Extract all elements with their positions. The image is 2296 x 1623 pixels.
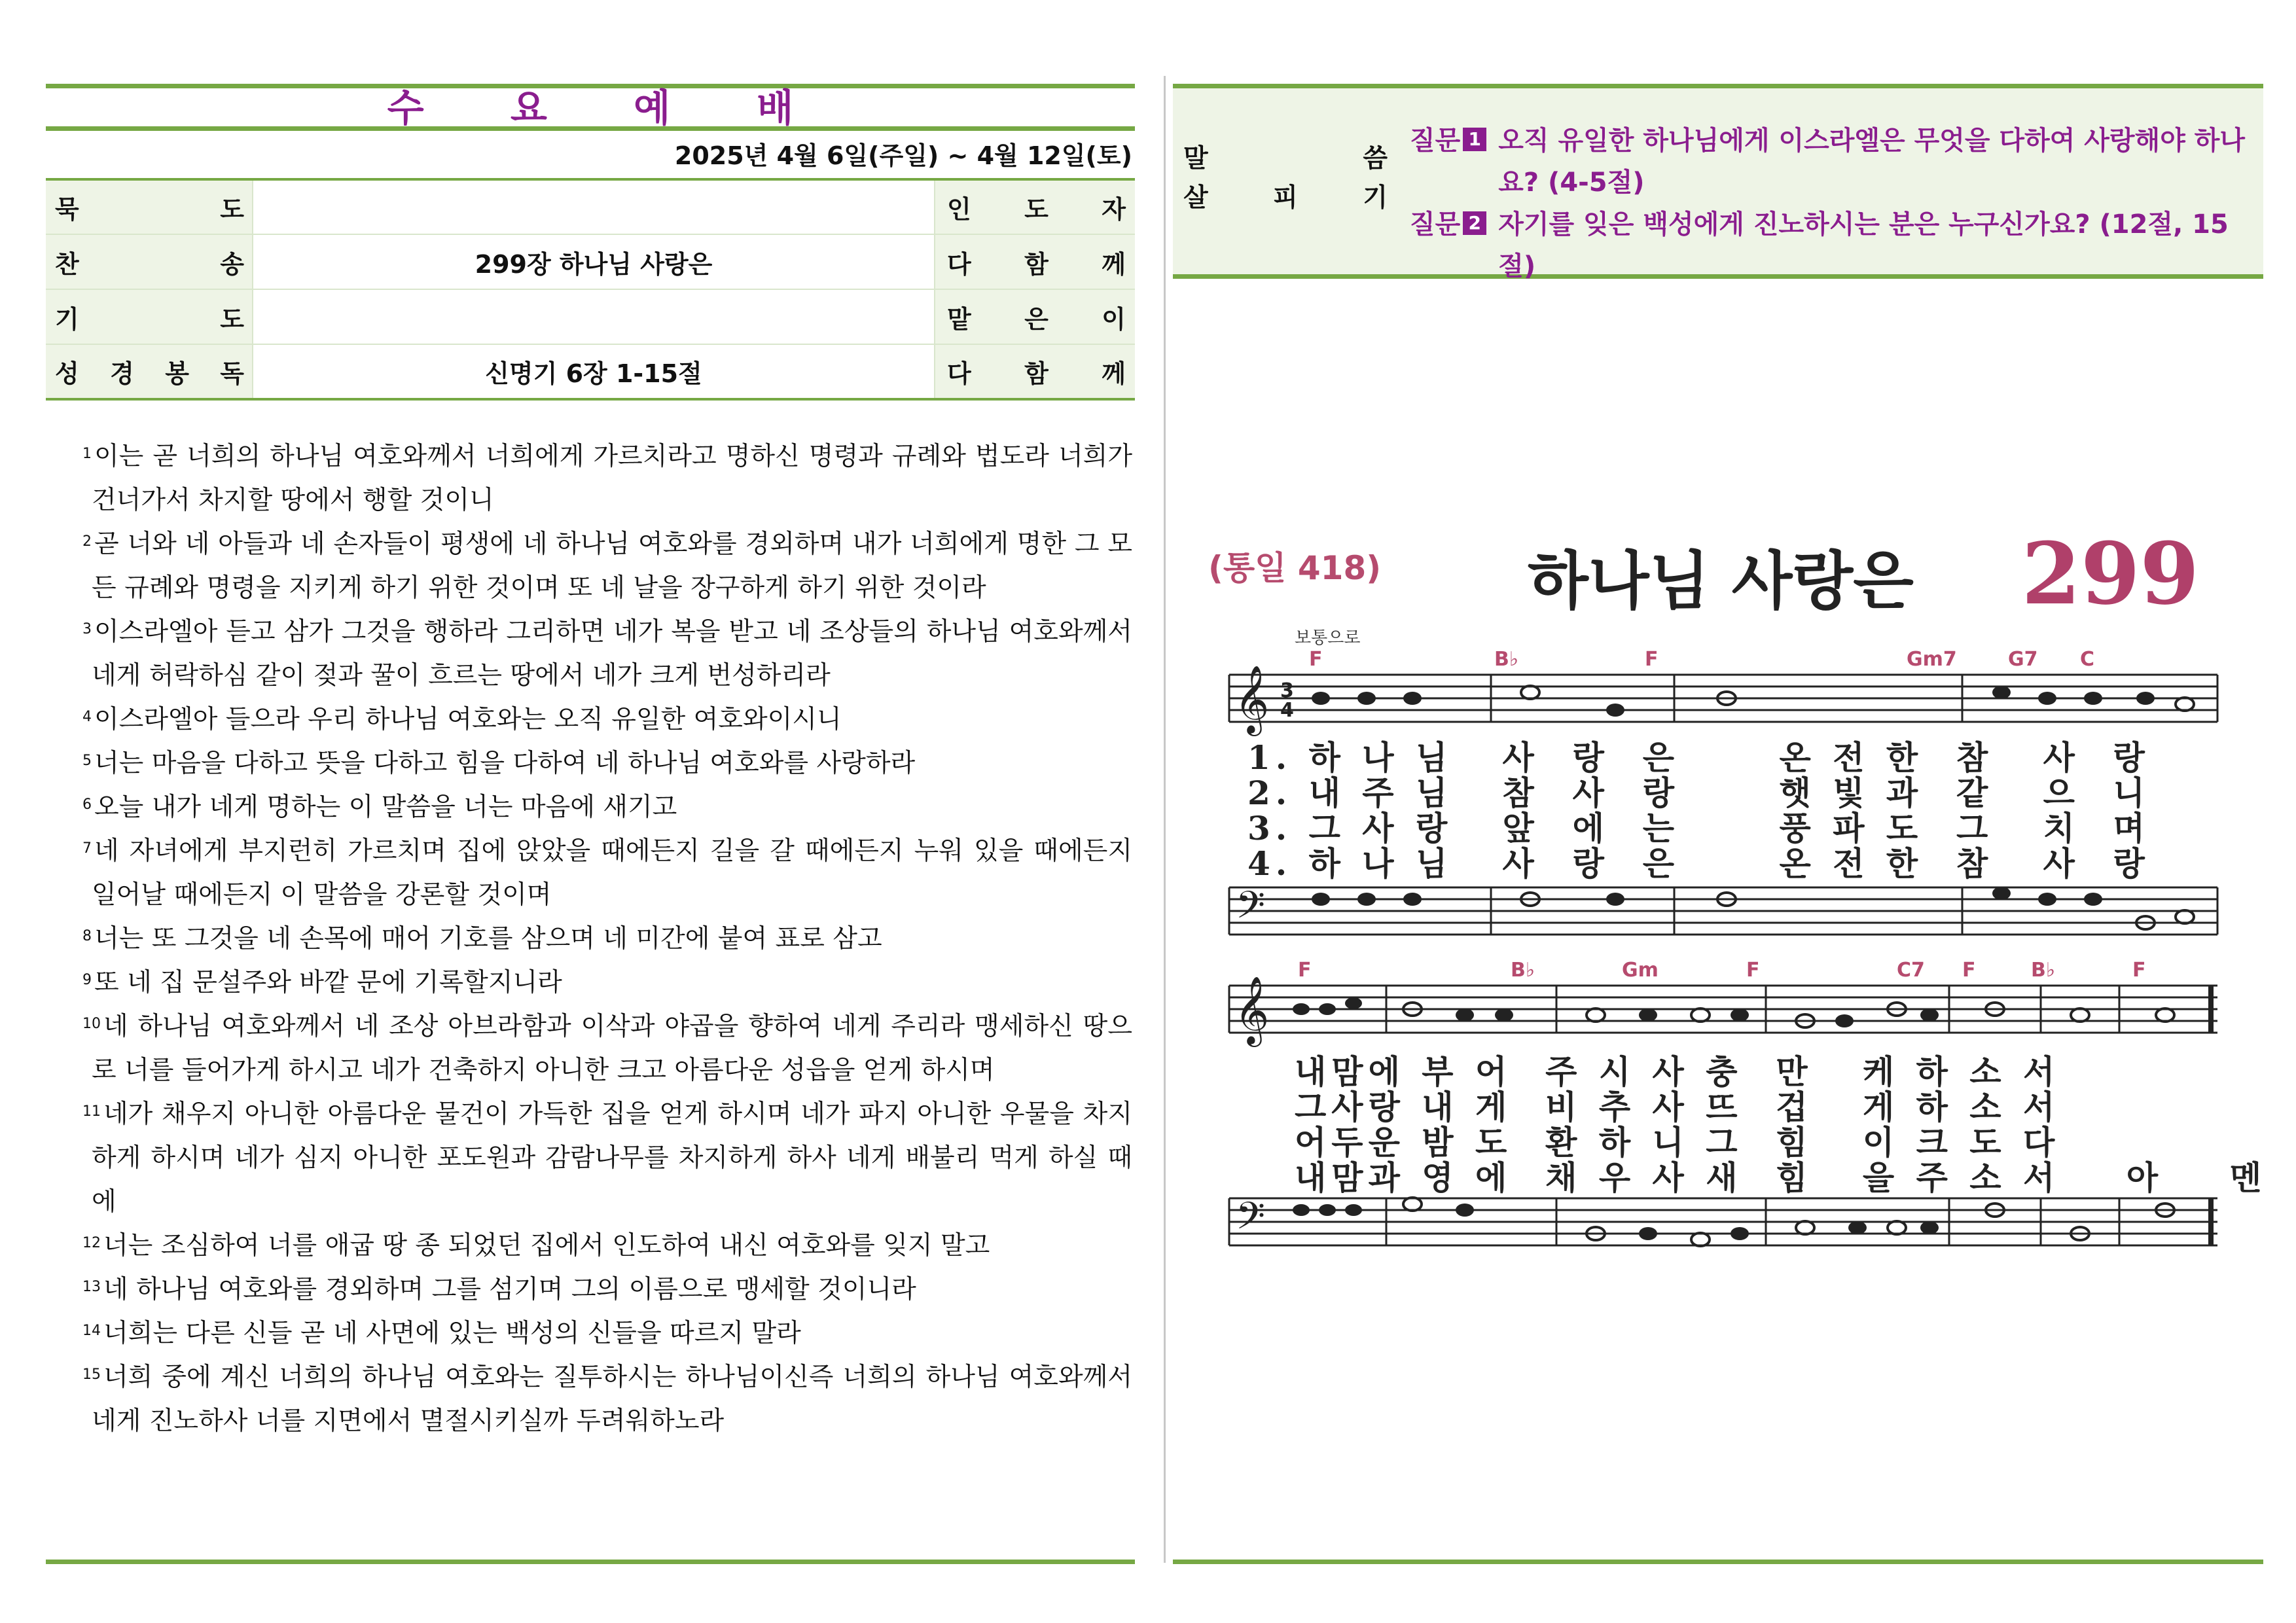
order-role-text-char: 함 [1024, 249, 1049, 279]
order-label-text [55, 189, 244, 225]
svg-text:4: 4 [1280, 699, 1294, 722]
bass-staff-1 [1203, 877, 2238, 949]
bass-staff-2 [1203, 1188, 2238, 1260]
verse-number: 8 [82, 928, 92, 944]
date-range: 2025년 4월 6일(주일) ~ 4월 12일(토) [674, 141, 1132, 170]
scripture-text [46, 435, 1135, 1443]
verse [82, 522, 1132, 610]
question-tag: 질문 1 [1410, 120, 1486, 204]
chord-label: C [2080, 648, 2095, 671]
chord-label: G7 [2008, 648, 2038, 671]
verse-number: 13 [82, 1279, 101, 1295]
verse [82, 435, 1132, 522]
chord-label: B♭ [1494, 648, 1519, 671]
page-title: 수 요 예 배 [387, 86, 831, 130]
order-content [253, 179, 935, 234]
order-content [253, 289, 935, 344]
verse [82, 917, 1132, 961]
verse-text: 이스라엘아 들으라 우리 하나님 여호와는 오직 유일한 여호와이시니 [94, 705, 842, 734]
order-label-text-char: 기 [55, 304, 79, 334]
verse [82, 610, 1132, 698]
hymn-tongil: (통일 418) [1208, 549, 1382, 587]
bottom-rule-right [1173, 1560, 2263, 1564]
order-role [935, 289, 1135, 344]
chord-label: F [1962, 959, 1976, 982]
verse-text: 곧 너와 네 아들과 네 손자들이 평생에 네 하나님 여호와를 경외하며 내가 너희에게 명한 그 모든 규례와 명령을 지키게 하기 위한 것이며 또 네 날을 장구하게 하기 위한 것이라 [92, 529, 1132, 603]
hymn-lyric-line: 내맘과 영 에 채 우 사 새 힘 을 주 소 서 아 멘 [1295, 1158, 2267, 1197]
study-label-char: 기 [1363, 183, 1388, 213]
svg-text:𝄞: 𝄞 [1234, 665, 1270, 734]
question-tag: 질문 2 [1410, 204, 1486, 287]
order-role-text-char: 자 [1102, 195, 1126, 224]
hymn-lyric-line: 1. 하 나 님 사 랑 은 온 전 한 참 사 랑 [1247, 738, 2150, 777]
verse-text: 네 하나님 여호와를 경외하며 그를 섬기며 그의 이름으로 맹세할 것이니라 [103, 1275, 916, 1304]
verse-number: 7 [82, 840, 92, 857]
hymn-lyric-line: 어두운 밤 도 환 하 니 그 힘 이 크 도 다 [1295, 1123, 2060, 1162]
order-role-text-char: 도 [1024, 195, 1049, 224]
order-label-text [55, 353, 244, 389]
verse-number: 5 [82, 753, 92, 769]
order-label-text [55, 244, 244, 280]
order-role-text [947, 244, 1126, 280]
chord-label: Gm [1622, 959, 1659, 982]
verse [82, 698, 1132, 741]
order-label-text-char: 경 [110, 359, 134, 388]
order-row [46, 179, 1135, 234]
order-label-text-char: 묵 [55, 195, 79, 224]
order-label-text-char: 봉 [165, 359, 189, 388]
question-number: 1 [1463, 128, 1486, 151]
verse-number: 1 [82, 446, 92, 462]
svg-text:𝄢: 𝄢 [1236, 883, 1266, 936]
order-label-text-char: 도 [220, 304, 244, 334]
verse-number: 12 [82, 1235, 101, 1251]
order-role [935, 344, 1135, 399]
order-role-text-char: 은 [1024, 304, 1049, 334]
svg-text:𝄢: 𝄢 [1236, 1194, 1266, 1247]
order-label-text-char: 도 [220, 195, 244, 224]
hymn-lyric-line: 그사랑 내 게 비 추 사 뜨 겁 게 하 소 서 [1295, 1088, 2060, 1126]
chord-label: Gm7 [1907, 648, 1957, 671]
order-row [46, 289, 1135, 344]
svg-text:𝄞: 𝄞 [1234, 976, 1270, 1044]
study-label-char: 살 [1183, 183, 1208, 213]
study-label-char: 피 [1273, 183, 1298, 213]
chord-label: B♭ [1511, 959, 1535, 982]
question-text: 자기를 잊은 백성에게 진노하시는 분은 누구신가요? (12절, 15절) [1498, 209, 2229, 281]
order-label [46, 179, 253, 234]
verse [82, 961, 1132, 1005]
study-label-char: 말 [1183, 144, 1208, 173]
hymn-lyric-line: 4. 하 나 님 사 랑 은 온 전 한 참 사 랑 [1247, 844, 2150, 883]
title-band [46, 84, 1135, 131]
verse-text: 또 네 집 문설주와 바깥 문에 기록할지니라 [94, 968, 562, 997]
verse-number: 10 [82, 1016, 101, 1032]
verse [82, 1005, 1132, 1092]
verse-number: 14 [82, 1323, 101, 1339]
order-role-text-char: 이 [1102, 304, 1126, 334]
order-row [46, 234, 1135, 289]
order-role-text-char: 께 [1102, 359, 1126, 388]
chord-label: F [1298, 959, 1312, 982]
bottom-rule-left [46, 1560, 1135, 1564]
verse-text: 너희 중에 계신 너희의 하나님 여호와는 질투하시는 하나님이신즉 너희의 하나님 여호와께서 네게 진노하사 너를 지면에서 멸절시키실까 두려워하노라 [92, 1363, 1132, 1436]
order-role-text [947, 353, 1126, 389]
hymn-header [1203, 524, 2238, 624]
order-content: 299장 하나님 사랑은 [253, 234, 935, 289]
question-number: 2 [1463, 211, 1486, 235]
order-label-text [55, 299, 244, 335]
order-label [46, 234, 253, 289]
order-role-text [947, 189, 1126, 225]
worship-order-table [46, 178, 1135, 401]
treble-staff-1 [1203, 664, 2238, 736]
chord-label: B♭ [2031, 959, 2056, 982]
treble-staff-2 [1203, 975, 2238, 1047]
order-label-text-char: 찬 [55, 249, 79, 279]
verse-text: 이스라엘아 듣고 삼가 그것을 행하라 그리하면 네가 복을 받고 네 조상들의 하나님 여호와께서 네게 허락하심 같이 젖과 꿀이 흐르는 땅에서 네가 크게 번성하리라 [92, 617, 1132, 690]
order-role-text [947, 299, 1126, 335]
hymn-lyric-line: 3. 그 사 랑 앞 에 는 풍 파 도 그 치 며 [1247, 809, 2150, 847]
order-label-text-char: 독 [220, 359, 244, 388]
chord-label: F [1309, 648, 1323, 671]
hymn-lyric-line: 내맘에 부 어 주 시 사 충 만 케 하 소 서 [1295, 1052, 2060, 1091]
study-label [1173, 88, 1401, 274]
verse-number: 2 [82, 533, 92, 550]
study-questions-box [1173, 84, 2263, 279]
order-content: 신명기 6장 1-15절 [253, 344, 935, 399]
chord-label: F [1645, 648, 1659, 671]
study-label-char: 씀 [1363, 144, 1388, 173]
page-divider [1164, 76, 1166, 1563]
order-label [46, 289, 253, 344]
order-role [935, 179, 1135, 234]
verse [82, 741, 1132, 785]
verse-number: 15 [82, 1366, 101, 1383]
verse [82, 829, 1132, 917]
verse-text: 네 하나님 여호와께서 네 조상 아브라함과 이삭과 야곱을 향하여 네게 주리라 맹세하신 땅으로 너를 들어가게 하시고 네가 건축하지 아니한 크고 아름다운 성읍을 얻게 하시며 [92, 1012, 1132, 1085]
verse-text: 네 자녀에게 부지런히 가르치며 집에 앉았을 때에든지 길을 갈 때에든지 누워 있을 때에든지 일어날 때에든지 이 말씀을 강론할 것이며 [92, 836, 1132, 910]
questions-list [1401, 88, 2263, 281]
chord-label: C7 [1897, 959, 1925, 982]
order-role-text-char: 께 [1102, 249, 1126, 279]
order-label-text-char: 성 [55, 359, 79, 388]
hymn-lyric-line: 2. 내 주 님 참 사 랑 햇 빛 과 같 으 니 [1247, 774, 2150, 812]
order-role-text-char: 다 [947, 359, 971, 388]
order-role-text-char: 인 [947, 195, 971, 224]
order-role-text-char: 맡 [947, 304, 971, 334]
verse-text: 너희는 다른 신들 곧 네 사면에 있는 백성의 신들을 따르지 말라 [103, 1319, 801, 1348]
verse [82, 1224, 1132, 1268]
verse-text: 너는 조심하여 너를 애굽 땅 종 되었던 집에서 인도하여 내신 여호와를 잊지 말고 [103, 1231, 990, 1260]
verse-number: 3 [82, 621, 92, 637]
chord-label: F [2132, 959, 2146, 982]
verse [82, 1311, 1132, 1355]
hymn-sheet [1203, 524, 2267, 1296]
verse-number: 11 [82, 1103, 101, 1120]
order-label-text-char: 송 [220, 249, 244, 279]
question [1410, 120, 2250, 204]
verse [82, 785, 1132, 829]
verse-number: 4 [82, 709, 92, 725]
verse-text: 네가 채우지 아니한 아름다운 물건이 가득한 집을 얻게 하시며 네가 파지 아니한 우물을 차지하게 하시며 네가 심지 아니한 포도원과 감람나무를 차지하게 하사 네게 배불리 먹게 하실 때에 [92, 1099, 1132, 1217]
verse [82, 1268, 1132, 1311]
verse-text: 너는 또 그것을 네 손목에 매어 기호를 삼으며 네 미간에 붙여 표로 삼고 [94, 924, 882, 954]
verse-text: 너는 마음을 다하고 뜻을 다하고 힘을 다하여 네 하나님 여호와를 사랑하라 [94, 749, 916, 778]
svg-text:3: 3 [1280, 679, 1294, 702]
verse-number: 9 [82, 972, 92, 988]
question [1410, 204, 2250, 287]
verse-text: 이는 곧 너희의 하나님 여호와께서 너희에게 가르치라고 명하신 명령과 규례와 법도라 너희가 건너가서 차지할 땅에서 행할 것이니 [92, 442, 1132, 515]
hymn-tempo: 보통으로 [1295, 628, 1361, 648]
left-page [46, 84, 1135, 1443]
order-role-text-char: 함 [1024, 359, 1049, 388]
chord-label: F [1746, 959, 1760, 982]
hymn-title: 하나님 사랑은 [1528, 544, 1914, 618]
hymn-number: 299 [2021, 524, 2199, 624]
verse-number: 6 [82, 796, 92, 813]
question-text: 오직 유일한 하나님에게 이스라엘은 무엇을 다하여 사랑해야 하나요? (4-5절) [1498, 126, 2246, 198]
verse-text: 오늘 내가 네게 명하는 이 말씀을 너는 마음에 새기고 [94, 793, 677, 822]
order-role [935, 234, 1135, 289]
order-role-text-char: 다 [947, 249, 971, 279]
order-row [46, 344, 1135, 399]
order-label [46, 344, 253, 399]
verse [82, 1355, 1132, 1443]
verse [82, 1092, 1132, 1224]
